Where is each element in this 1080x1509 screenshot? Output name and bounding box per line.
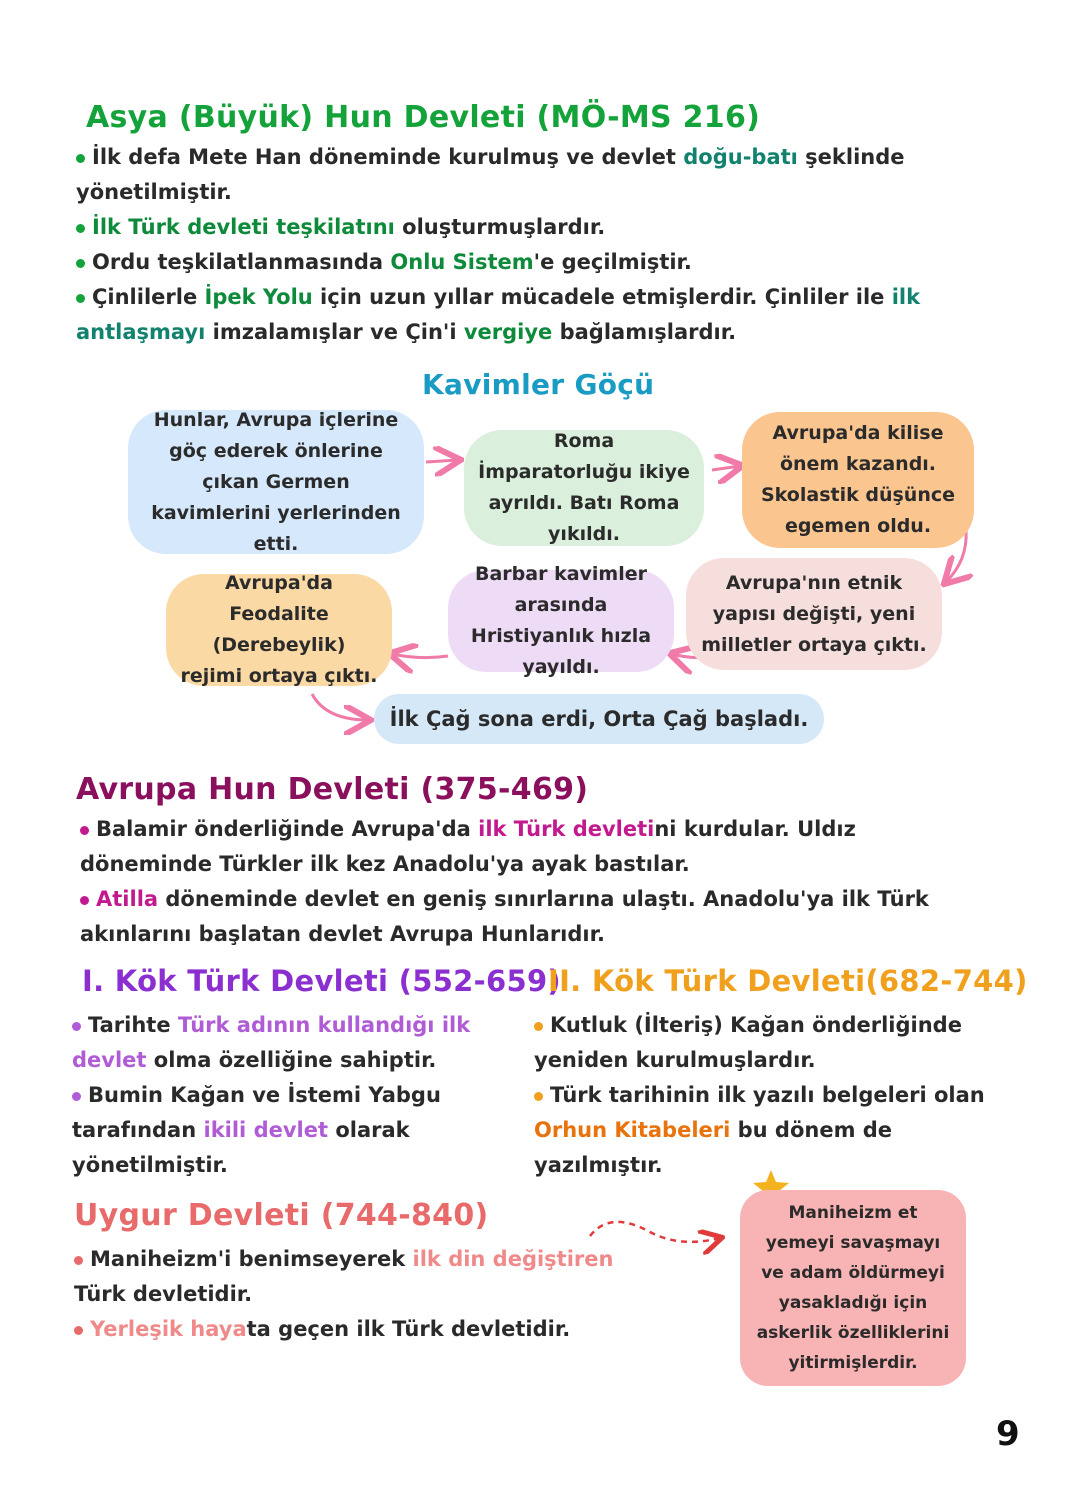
text: döneminde devlet en geniş sınırlarına ulaştı. Anadolu'ya ilk Türk akınlarını başlatan devlet Avrupa Hunlarıdır. [80, 887, 929, 946]
kok2-bullet-2 [534, 1078, 1014, 1183]
bullet-icon [74, 1256, 83, 1265]
highlight: vergiye [463, 320, 553, 344]
flow-box-2-text: Roma İmparatorluğu ikiye ayrıldı. Batı Roma yıkıldı. [478, 430, 690, 545]
text: Çinlilerle [92, 285, 205, 309]
highlight: İpek Yolu [204, 285, 313, 309]
arrow-1-2 [426, 460, 458, 462]
avrupa-hun-title: Avrupa Hun Devleti (375-469) [76, 772, 589, 807]
highlight: İlk Türk devleti teşkilatını [92, 215, 395, 239]
uygur-note [740, 1190, 966, 1386]
arrow-2-3 [712, 466, 740, 470]
page-number: 9 [996, 1414, 1020, 1454]
kok1-title: I. Kök Türk Devleti (552-659) [82, 964, 561, 998]
avrupa-bullet-2 [80, 882, 980, 952]
avrupa-hun-bullets [80, 812, 980, 952]
flow-box-6-text: Avrupa'da Feodalite (Derebeylik) rejimi ortaya çıktı. [180, 572, 378, 687]
kok1-bullets [72, 1008, 492, 1183]
text: İlk defa Mete Han döneminde kurulmuş ve devlet [92, 145, 684, 169]
text: Maniheizm'i benimseyerek [90, 1247, 413, 1271]
bullet-icon [72, 1022, 81, 1031]
flow-box-4 [686, 558, 942, 670]
highlight: doğu-batı [683, 145, 798, 169]
text: Türk devletidir. [74, 1282, 253, 1306]
uygur-bullets [74, 1242, 654, 1347]
highlight: ikili devlet [203, 1118, 329, 1142]
highlight: Türk adının kullandığı ilk devlet [72, 1013, 471, 1072]
kavimler-title: Kavimler Göçü [422, 368, 655, 401]
arrow-uygur-note [590, 1222, 720, 1242]
highlight: ilk din değiştiren [412, 1247, 614, 1271]
text: imzalamışlar ve Çin'i [205, 320, 464, 344]
highlight: ilk antlaşmayı [76, 285, 921, 344]
kok1-bullet-1 [72, 1008, 492, 1078]
highlight: Atilla [96, 887, 159, 911]
bullet-icon [534, 1022, 543, 1031]
text: için uzun yıllar mücadele etmişlerdir. Çinliler ile [312, 285, 892, 309]
text: olarak yönetilmiştir. [72, 1118, 410, 1177]
text: bağlamışlardır. [552, 320, 737, 344]
text: Tarihte [88, 1013, 178, 1037]
highlight: Yerleşik haya [90, 1317, 247, 1341]
avrupa-bullet-1 [80, 812, 980, 882]
flow-box-7-text: İlk Çağ sona erdi, Orta Çağ başladı. [389, 706, 809, 731]
flow-box-5 [448, 563, 674, 678]
flow-box-7 [374, 694, 824, 744]
text: Balamir önderliğinde Avrupa'da [96, 817, 479, 841]
uygur-bullet-2 [74, 1312, 654, 1347]
text: şeklinde yönetilmiştir. [76, 145, 905, 204]
text: 'e geçilmiştir. [533, 250, 692, 274]
highlight: Orhun Kitabeleri [534, 1118, 731, 1142]
text: olma özelliğine sahiptir. [146, 1048, 437, 1072]
text: Türk tarihinin ilk yazılı belgeleri olan [550, 1083, 985, 1107]
flow-box-3-text: Avrupa'da kilise önem kazandı. Skolastik düşünce egemen oldu. [761, 422, 955, 537]
flow-box-4-text: Avrupa'nın etnik yapısı değişti, yeni milletler ortaya çıktı. [701, 571, 927, 656]
bullet-icon [80, 896, 89, 905]
bullet-icon [80, 826, 89, 835]
text: Kutluk (İlteriş) Kağan önderliğinde yeniden kurulmuşlardır. [534, 1013, 962, 1072]
bullet-icon [74, 1326, 83, 1335]
kok2-bullets [534, 1008, 1014, 1183]
arrow-6-7 [312, 694, 368, 720]
text: Bumin Kağan ve İstemi Yabgu tarafından [72, 1083, 441, 1142]
text: ni kurdular. Uldız döneminde Türkler ilk kez Anadolu'ya ayak bastılar. [80, 817, 856, 876]
arrow-5-6 [392, 654, 448, 658]
text: oluşturmuşlardır. [394, 215, 606, 239]
uygur-note-text: Maniheizm et yemeyi savaşmayı ve adam öldürmeyi yasakladığı için askerlik özelliklerini yitirmişlerdir. [756, 1203, 950, 1373]
bullet-icon [534, 1092, 543, 1101]
flow-box-3 [742, 412, 974, 548]
flow-box-5-text: Barbar kavimler arasında Hristiyanlık hızla yayıldı. [470, 563, 652, 678]
flow-box-6 [166, 574, 392, 686]
highlight: Onlu Sistem [390, 250, 534, 274]
kok2-title: II. Kök Türk Devleti(682-744) [548, 964, 1028, 998]
text: ta geçen ilk Türk devletidir. [246, 1317, 571, 1341]
bullet-icon [72, 1092, 81, 1101]
uygur-title: Uygur Devleti (744-840) [74, 1198, 489, 1233]
flow-box-1-text: Hunlar, Avrupa içlerine göç ederek önlerine çıkan Germen kavimlerini yerlerinden etti. [151, 408, 401, 555]
kok1-bullet-2 [72, 1078, 492, 1183]
uygur-bullet-1 [74, 1242, 654, 1312]
text: Ordu teşkilatlanmasında [92, 250, 391, 274]
text: bu dönem de yazılmıştır. [534, 1118, 893, 1177]
asya-hun-title: Asya (Büyük) Hun Devleti (MÖ-MS 216) [86, 100, 761, 135]
flow-box-2 [464, 430, 704, 546]
highlight: ilk Türk devleti [478, 817, 655, 841]
kok2-bullet-1 [534, 1008, 1014, 1078]
flow-box-1 [128, 410, 424, 554]
